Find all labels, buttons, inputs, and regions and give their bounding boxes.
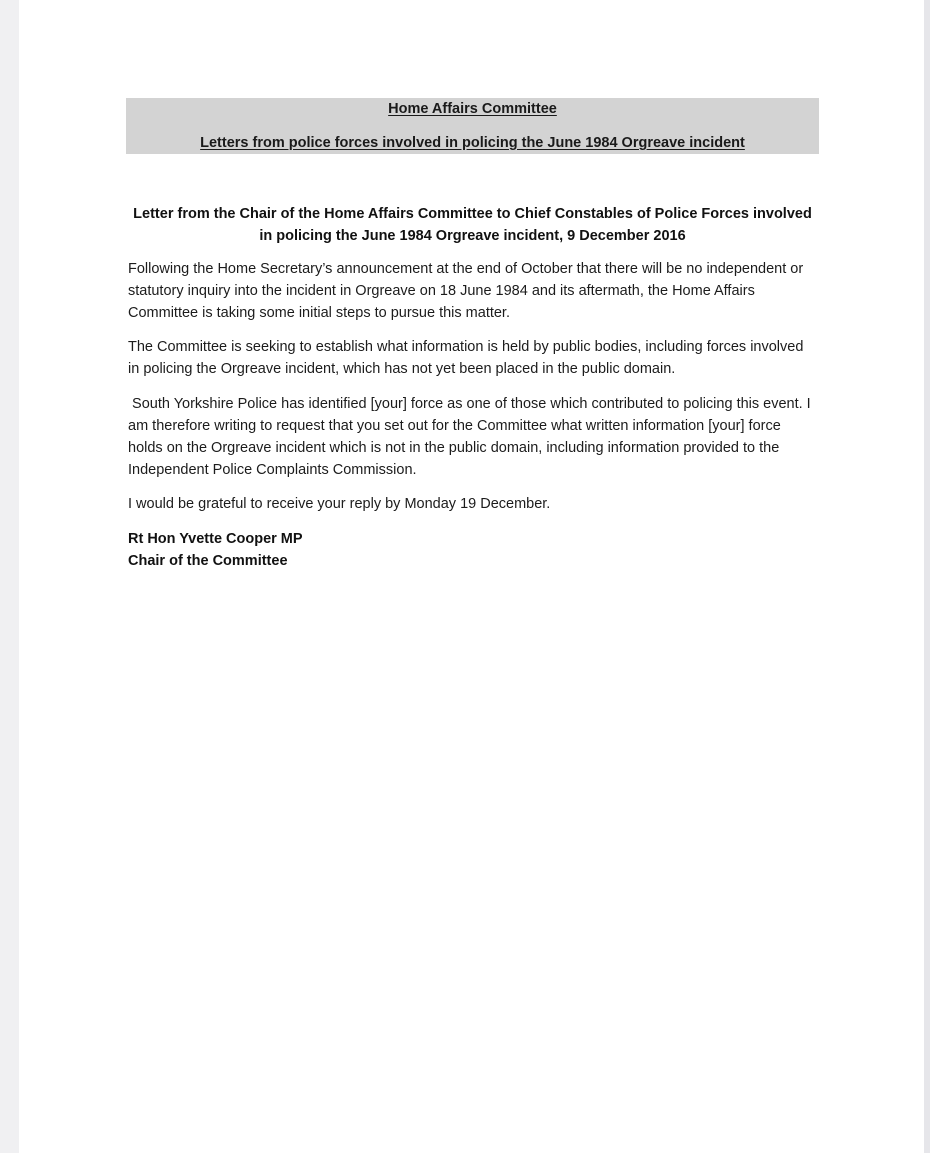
document-header (126, 98, 819, 154)
signature-name: Rt Hon Yvette Cooper MP (128, 531, 303, 547)
signature-block (128, 528, 303, 572)
header-subject: Letters from police forces involved in policing the June 1984 Orgreave incident (200, 135, 745, 151)
page-edge (924, 0, 930, 1153)
header-committee: Home Affairs Committee (388, 101, 557, 117)
document-page (19, 0, 924, 1153)
letter-paragraph: South Yorkshire Police has identified [your] force as one of those which contributed to policing this event. I am therefore writing to request that you set out for the Committee what written information [your] force holds on the Orgreave incident which is not in the public domain, including information provided to the Independent Police Complaints Commission. (128, 396, 815, 478)
letter-paragraph: I would be grateful to receive your reply by Monday 19 December. (128, 496, 551, 512)
letter-paragraph: The Committee is seeking to establish what information is held by public bodies, including forces involved in policing the Orgreave incident, which has not yet been placed in the public domain. (128, 339, 804, 377)
letter-paragraph: Following the Home Secretary’s announcement at the end of October that there will be no independent or statutory inquiry into the incident in Orgreave on 18 June 1984 and its aftermath, the Home Affairs Committee is taking some initial steps to pursue this matter. (128, 261, 804, 321)
letter-title: Letter from the Chair of the Home Affairs Committee to Chief Constables of Police Forces involved in policing the June 1984 Orgreave incident, 9 December 2016 (133, 206, 812, 244)
signature-role: Chair of the Committee (128, 553, 288, 569)
